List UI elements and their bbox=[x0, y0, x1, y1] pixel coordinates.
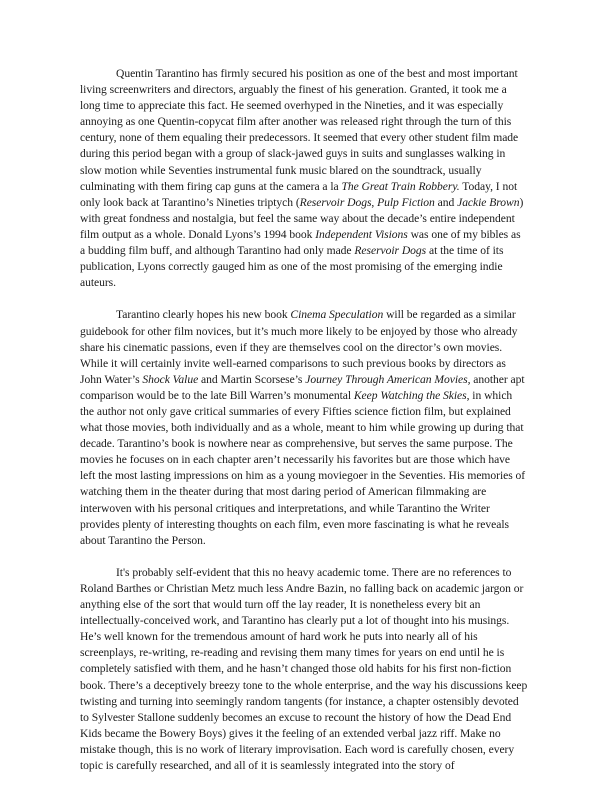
text-run: and Martin Scorsese’s bbox=[198, 372, 306, 386]
italic-title: Pulp Fiction bbox=[377, 195, 435, 209]
italic-title: Keep Watching the Skies bbox=[353, 388, 467, 402]
paragraph-1 bbox=[80, 66, 528, 291]
italic-title: Cinema Speculation bbox=[290, 308, 384, 322]
text-run: another apt comparison would be to the late Bill Warren’s monumental bbox=[80, 372, 525, 402]
italic-title: Reservoir Dogs bbox=[299, 195, 372, 209]
text-run: It's probably self-evident that this no heavy academic tome. There are no references to Roland Barthes or Christian Metz much less Andre Bazin, no falling back on academic jargon or anything else of the sort that would turn off the lay reader, It is nonetheless every bit an intellectually-conceived work, and Tarantino has clearly put a lot of thought into his musings. He’s well known for the tremendous amount of hard work he puts into nearly all of his screenplays, re-writing, re-reading and revising them many times for years on end until he is completely satisfied with them, and he hasn’t changed those old habits for his first non-fiction book. There’s a deceptively breezy tone to the whole enterprise, and the way his discussions keep twisting and turning into seemingly random tangents (for instance, a chapter ostensibly devoted to Sylvester Stallone suddenly becomes an excuse to recount the history of how the Dead End Kids became the Bowery Boys) gives it the feeling of an extended verbal jazz riff. Make no mistake though, this is no work of literary improvisation. Each word is carefully chosen, every topic is carefully researched, and all of it is seamlessly integrated into the story of bbox=[80, 565, 528, 773]
italic-title: Independent Visions bbox=[315, 227, 408, 241]
italic-title: Shock Value bbox=[142, 372, 199, 386]
text-run: Quentin Tarantino has firmly secured his position as one of the best and most important living screenwriters and directors, arguably the finest of his generation. Granted, it took me a long time to appreciate this fact. He seemed overhyped in the Nineties, and it was especially annoying as one Quentin-copycat film after another was released right through the turn of this century, none of them equaling their predecessors. It seemed that every other student film made during this period began with a group of slack-jawed guys in suits and sunglasses walking in slow motion while Seventies instrumental funk music blared on the soundtrack, usually culminating with them firing cap guns at the camera a la bbox=[80, 67, 519, 193]
text-run: at the time of its publication, Lyons correctly gauged him as one of the most promising of the emerging indie auteurs. bbox=[80, 244, 504, 290]
text-run: Today, I not only look back at Tarantino’s Nineties triptych ( bbox=[80, 179, 518, 209]
text-run: will be regarded as a similar guidebook for other film novices, but it’s much more likely to be enjoyed by those who already share his cinematic passions, even if they are themselves cool on the director’s own movies. While it will certainly invite well-earned comparisons to such previous books by directors as John Water’s bbox=[80, 308, 518, 386]
italic-title: The Great Train Robbery. bbox=[341, 179, 460, 193]
text-run: and bbox=[434, 195, 458, 209]
italic-title: Journey Through American Movies, bbox=[305, 372, 471, 386]
paragraph-3 bbox=[80, 565, 528, 774]
text-run: was one of my bibles as a budding film buff, and although Tarantino had only made bbox=[80, 227, 521, 258]
italic-title: Jackie Brown bbox=[457, 195, 520, 209]
text-run: ) with great fondness and nostalgia, but feel the same way about the decade’s entire independent film output as a whole. Donald Lyons’s 1994 book bbox=[80, 195, 524, 241]
paragraph-2 bbox=[80, 307, 528, 548]
text-run: , bbox=[371, 195, 378, 209]
text-run: Tarantino clearly hopes his new book bbox=[116, 308, 291, 322]
body-text bbox=[80, 66, 528, 790]
text-run: , in which the author not only gave critical summaries of every Fifties science fiction film, but explained what those movies, both individually and as a whole, meant to him while growing up during that decade. Tarantino’s book is nowhere near as comprehensive, but serves the same purpose. The movies he focuses on in each chapter aren’t necessarily his favorites but are those which have left the most lasting impressions on him as a young moviegoer in the Seventies. His memories of watching them in the theater during that most daring period of American filmmaking are interwoven with his personal critiques and interpretations, and while Tarantino the Writer provides plenty of interesting thoughts on each film, even more fascinating is what he reveals about Tarantino the Person. bbox=[80, 388, 526, 547]
italic-title: Reservoir Dogs bbox=[354, 244, 427, 258]
